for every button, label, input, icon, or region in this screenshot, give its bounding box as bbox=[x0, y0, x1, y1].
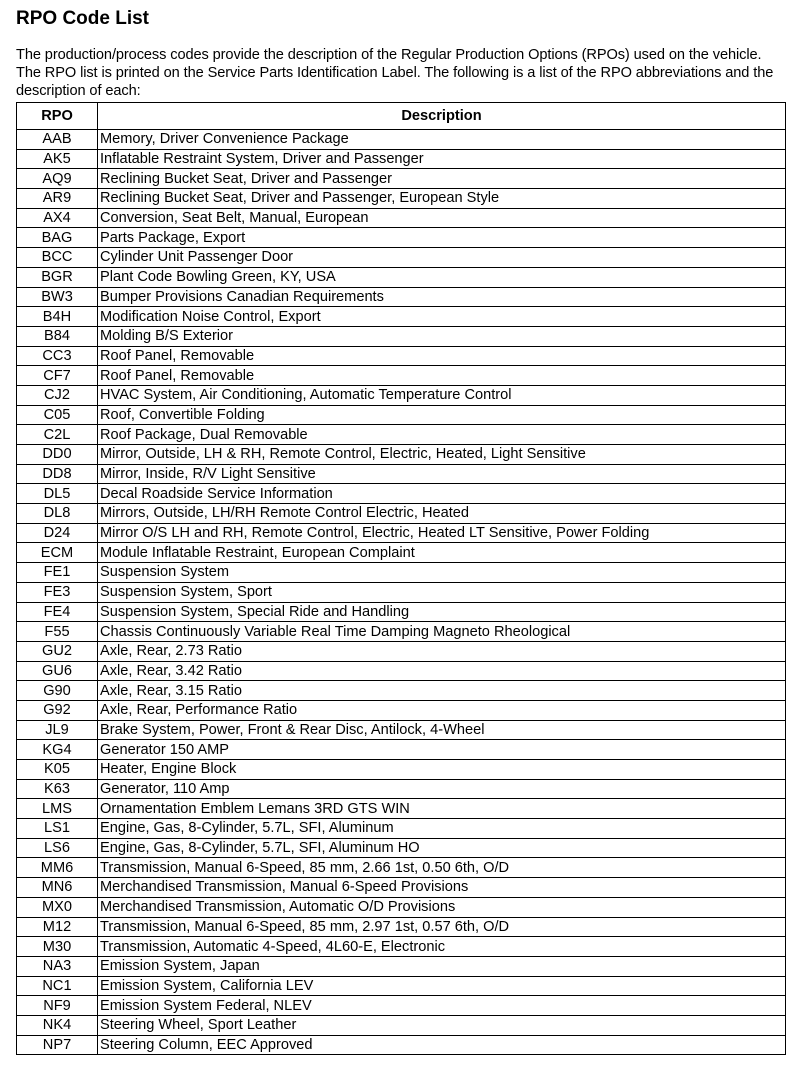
rpo-code-cell: FE4 bbox=[17, 602, 98, 622]
table-row bbox=[17, 149, 786, 169]
table-row bbox=[17, 307, 786, 327]
rpo-code-cell: MX0 bbox=[17, 897, 98, 917]
rpo-description-cell: Roof Panel, Removable bbox=[98, 366, 786, 386]
rpo-code-cell: LS1 bbox=[17, 819, 98, 839]
rpo-code-cell: GU2 bbox=[17, 641, 98, 661]
table-row bbox=[17, 582, 786, 602]
rpo-code-cell: D24 bbox=[17, 523, 98, 543]
table-row bbox=[17, 563, 786, 583]
rpo-code-cell: B4H bbox=[17, 307, 98, 327]
rpo-description-cell: Steering Column, EEC Approved bbox=[98, 1035, 786, 1055]
rpo-code-cell: CC3 bbox=[17, 346, 98, 366]
table-row bbox=[17, 700, 786, 720]
rpo-description-cell: Axle, Rear, 3.42 Ratio bbox=[98, 661, 786, 681]
rpo-table-body bbox=[17, 130, 786, 1055]
rpo-code-cell: LS6 bbox=[17, 838, 98, 858]
rpo-code-cell: BGR bbox=[17, 267, 98, 287]
rpo-code-cell: JL9 bbox=[17, 720, 98, 740]
rpo-description-cell: HVAC System, Air Conditioning, Automatic Temperature Control bbox=[98, 385, 786, 405]
rpo-description-cell: Mirrors, Outside, LH/RH Remote Control Electric, Heated bbox=[98, 504, 786, 524]
table-row bbox=[17, 523, 786, 543]
rpo-code-cell: DD8 bbox=[17, 464, 98, 484]
table-row bbox=[17, 799, 786, 819]
table-row bbox=[17, 326, 786, 346]
table-row bbox=[17, 228, 786, 248]
table-row bbox=[17, 504, 786, 524]
rpo-description-cell: Memory, Driver Convenience Package bbox=[98, 130, 786, 150]
column-header-description: Description bbox=[98, 103, 786, 130]
rpo-code-cell: C2L bbox=[17, 425, 98, 445]
rpo-description-cell: Suspension System, Sport bbox=[98, 582, 786, 602]
rpo-code-cell: NK4 bbox=[17, 1015, 98, 1035]
rpo-code-cell: GU6 bbox=[17, 661, 98, 681]
rpo-code-cell: NF9 bbox=[17, 996, 98, 1016]
table-row bbox=[17, 169, 786, 189]
table-row bbox=[17, 956, 786, 976]
rpo-description-cell: Brake System, Power, Front & Rear Disc, Antilock, 4-Wheel bbox=[98, 720, 786, 740]
table-row bbox=[17, 720, 786, 740]
rpo-table bbox=[16, 102, 786, 1055]
rpo-code-cell: K63 bbox=[17, 779, 98, 799]
table-row bbox=[17, 1015, 786, 1035]
rpo-code-cell: NC1 bbox=[17, 976, 98, 996]
table-row bbox=[17, 897, 786, 917]
table-row bbox=[17, 819, 786, 839]
rpo-description-cell: Ornamentation Emblem Lemans 3RD GTS WIN bbox=[98, 799, 786, 819]
table-row bbox=[17, 346, 786, 366]
rpo-code-cell: C05 bbox=[17, 405, 98, 425]
table-row bbox=[17, 445, 786, 465]
rpo-description-cell: Transmission, Automatic 4-Speed, 4L60-E, Electronic bbox=[98, 937, 786, 957]
rpo-description-cell: Inflatable Restraint System, Driver and Passenger bbox=[98, 149, 786, 169]
table-row bbox=[17, 267, 786, 287]
rpo-description-cell: Mirror, Inside, R/V Light Sensitive bbox=[98, 464, 786, 484]
rpo-description-cell: Engine, Gas, 8-Cylinder, 5.7L, SFI, Aluminum bbox=[98, 819, 786, 839]
rpo-description-cell: Steering Wheel, Sport Leather bbox=[98, 1015, 786, 1035]
table-row bbox=[17, 1035, 786, 1055]
rpo-description-cell: Molding B/S Exterior bbox=[98, 326, 786, 346]
table-row bbox=[17, 622, 786, 642]
rpo-code-cell: DD0 bbox=[17, 445, 98, 465]
table-row bbox=[17, 878, 786, 898]
table-row bbox=[17, 405, 786, 425]
rpo-code-cell: NP7 bbox=[17, 1035, 98, 1055]
table-row bbox=[17, 976, 786, 996]
table-row bbox=[17, 996, 786, 1016]
table-row bbox=[17, 602, 786, 622]
rpo-description-cell: Roof Panel, Removable bbox=[98, 346, 786, 366]
table-row bbox=[17, 661, 786, 681]
rpo-code-cell: K05 bbox=[17, 760, 98, 780]
rpo-description-cell: Suspension System bbox=[98, 563, 786, 583]
rpo-description-cell: Conversion, Seat Belt, Manual, European bbox=[98, 208, 786, 228]
rpo-description-cell: Transmission, Manual 6-Speed, 85 mm, 2.66 1st, 0.50 6th, O/D bbox=[98, 858, 786, 878]
rpo-description-cell: Mirror O/S LH and RH, Remote Control, Electric, Heated LT Sensitive, Power Folding bbox=[98, 523, 786, 543]
table-row bbox=[17, 208, 786, 228]
rpo-description-cell: Parts Package, Export bbox=[98, 228, 786, 248]
rpo-code-cell: DL5 bbox=[17, 484, 98, 504]
rpo-description-cell: Chassis Continuously Variable Real Time Damping Magneto Rheological bbox=[98, 622, 786, 642]
rpo-description-cell: Axle, Rear, 3.15 Ratio bbox=[98, 681, 786, 701]
table-row bbox=[17, 189, 786, 209]
table-row bbox=[17, 858, 786, 878]
rpo-description-cell: Heater, Engine Block bbox=[98, 760, 786, 780]
rpo-code-cell: FE3 bbox=[17, 582, 98, 602]
table-row bbox=[17, 937, 786, 957]
rpo-description-cell: Decal Roadside Service Information bbox=[98, 484, 786, 504]
rpo-code-cell: M30 bbox=[17, 937, 98, 957]
table-row bbox=[17, 779, 786, 799]
document-page bbox=[16, 0, 786, 1055]
rpo-code-cell: AR9 bbox=[17, 189, 98, 209]
rpo-code-cell: MN6 bbox=[17, 878, 98, 898]
rpo-code-cell: KG4 bbox=[17, 740, 98, 760]
rpo-code-cell: G92 bbox=[17, 700, 98, 720]
table-row bbox=[17, 248, 786, 268]
table-row bbox=[17, 484, 786, 504]
rpo-description-cell: Merchandised Transmission, Manual 6-Speed Provisions bbox=[98, 878, 786, 898]
rpo-table-header bbox=[17, 103, 786, 130]
column-header-rpo: RPO bbox=[17, 103, 98, 130]
rpo-code-cell: AX4 bbox=[17, 208, 98, 228]
rpo-code-cell: BW3 bbox=[17, 287, 98, 307]
rpo-description-cell: Suspension System, Special Ride and Handling bbox=[98, 602, 786, 622]
rpo-code-cell: AAB bbox=[17, 130, 98, 150]
rpo-description-cell: Emission System, California LEV bbox=[98, 976, 786, 996]
rpo-description-cell: Axle, Rear, 2.73 Ratio bbox=[98, 641, 786, 661]
rpo-description-cell: Reclining Bucket Seat, Driver and Passenger bbox=[98, 169, 786, 189]
rpo-code-cell: CJ2 bbox=[17, 385, 98, 405]
table-row bbox=[17, 681, 786, 701]
rpo-code-cell: BAG bbox=[17, 228, 98, 248]
intro-paragraph: The production/process codes provide the description of the Regular Production Options (RPOs) used on the vehicle. The RPO list is printed on the Service Parts Identification Label. The following is a list of the RPO abbreviations and the description of each: bbox=[16, 47, 774, 99]
rpo-description-cell: Mirror, Outside, LH & RH, Remote Control, Electric, Heated, Light Sensitive bbox=[98, 445, 786, 465]
rpo-description-cell: Transmission, Manual 6-Speed, 85 mm, 2.97 1st, 0.57 6th, O/D bbox=[98, 917, 786, 937]
table-row bbox=[17, 838, 786, 858]
rpo-description-cell: Modification Noise Control, Export bbox=[98, 307, 786, 327]
table-row bbox=[17, 366, 786, 386]
page-title: RPO Code List bbox=[16, 8, 150, 29]
table-row bbox=[17, 543, 786, 563]
rpo-description-cell: Plant Code Bowling Green, KY, USA bbox=[98, 267, 786, 287]
table-row bbox=[17, 130, 786, 150]
table-row bbox=[17, 740, 786, 760]
rpo-code-cell: CF7 bbox=[17, 366, 98, 386]
rpo-code-cell: LMS bbox=[17, 799, 98, 819]
rpo-code-cell: F55 bbox=[17, 622, 98, 642]
rpo-description-cell: Emission System, Japan bbox=[98, 956, 786, 976]
rpo-description-cell: Emission System Federal, NLEV bbox=[98, 996, 786, 1016]
rpo-code-cell: G90 bbox=[17, 681, 98, 701]
rpo-code-cell: FE1 bbox=[17, 563, 98, 583]
header-row bbox=[17, 103, 786, 130]
table-row bbox=[17, 917, 786, 937]
table-row bbox=[17, 760, 786, 780]
rpo-code-cell: DL8 bbox=[17, 504, 98, 524]
table-row bbox=[17, 385, 786, 405]
rpo-description-cell: Roof, Convertible Folding bbox=[98, 405, 786, 425]
rpo-description-cell: Cylinder Unit Passenger Door bbox=[98, 248, 786, 268]
rpo-description-cell: Bumper Provisions Canadian Requirements bbox=[98, 287, 786, 307]
rpo-code-cell: M12 bbox=[17, 917, 98, 937]
table-row bbox=[17, 641, 786, 661]
table-row bbox=[17, 287, 786, 307]
rpo-code-cell: B84 bbox=[17, 326, 98, 346]
table-row bbox=[17, 425, 786, 445]
rpo-code-cell: MM6 bbox=[17, 858, 98, 878]
rpo-description-cell: Merchandised Transmission, Automatic O/D Provisions bbox=[98, 897, 786, 917]
rpo-description-cell: Reclining Bucket Seat, Driver and Passenger, European Style bbox=[98, 189, 786, 209]
rpo-description-cell: Module Inflatable Restraint, European Complaint bbox=[98, 543, 786, 563]
rpo-code-cell: AQ9 bbox=[17, 169, 98, 189]
rpo-description-cell: Roof Package, Dual Removable bbox=[98, 425, 786, 445]
rpo-description-cell: Generator, 110 Amp bbox=[98, 779, 786, 799]
rpo-code-cell: ECM bbox=[17, 543, 98, 563]
rpo-description-cell: Generator 150 AMP bbox=[98, 740, 786, 760]
rpo-description-cell: Engine, Gas, 8-Cylinder, 5.7L, SFI, Aluminum HO bbox=[98, 838, 786, 858]
rpo-code-cell: NA3 bbox=[17, 956, 98, 976]
rpo-code-cell: BCC bbox=[17, 248, 98, 268]
rpo-description-cell: Axle, Rear, Performance Ratio bbox=[98, 700, 786, 720]
rpo-code-cell: AK5 bbox=[17, 149, 98, 169]
table-row bbox=[17, 464, 786, 484]
